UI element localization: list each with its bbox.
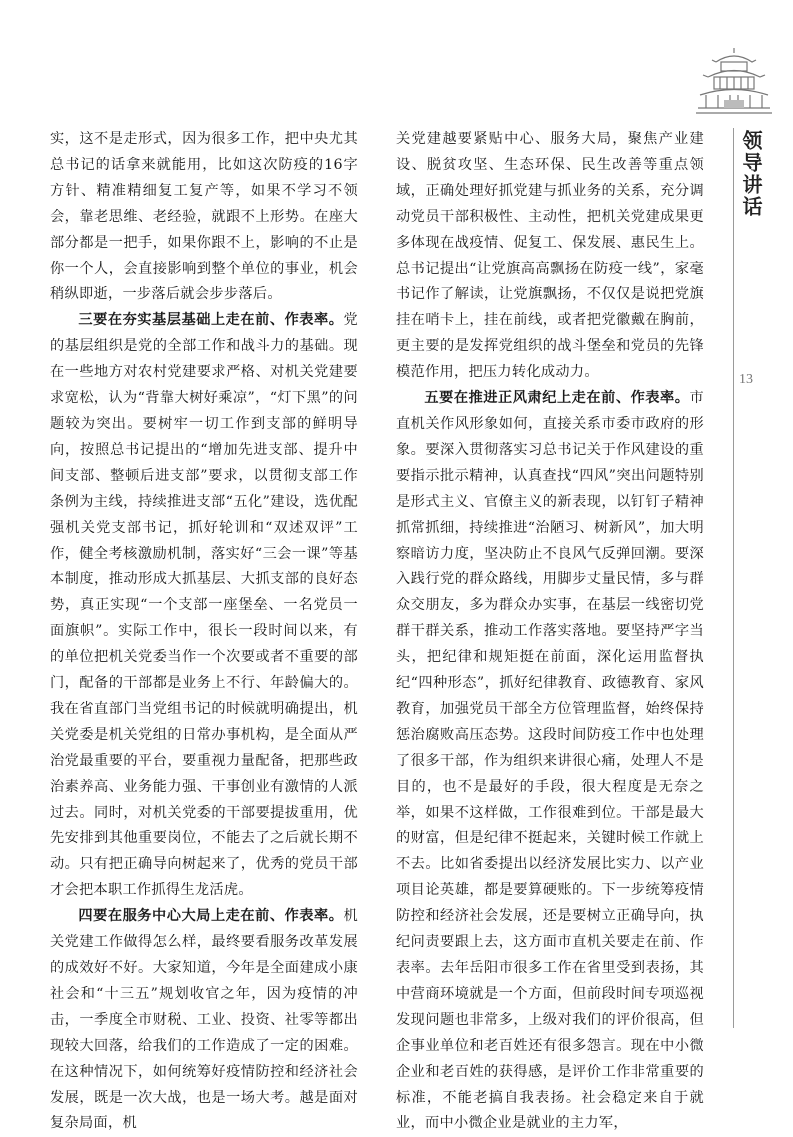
paragraph-text: 市直机关作风形象如何，直接关系市委市政府的形象。要深入贯彻落实习总书记关于作风建设的重要指示批示精神，认真查找“四风”突出问题特别是形式主义、官僚主义的新表现，以钉钉子精神抓常抓细，持续推进“治陋习、树新风”，加大明察暗访力度，坚决防止不良风气反弹回潮。要深入践行党的群众路线，用脚步丈量民情，多与群众交朋友，多为群众办实事，在基层一线密切党群干群关系，推动工作落实落地。要坚持严字当头，把纪律和规矩挺在前面，深化运用监督执纪“四种形态”，抓好纪律教育、政德教育、家风教育，加强党员干部全方位管理监督，始终保持惩治腐败高压态势。这段时间防疫工作中也处理了很多干部，作为组织来讲很心痛，处理人不是目的，也不是最好的手段，很大程度是无奈之举，如果不这样做，工作很难到位。干部是最大的财富，但是纪律不挺起来，关键时候工作就上不去。比如省委提出以经济发展比实力、以产业项目论英雄，都是要算硬账的。下一步统筹疫情防控和经济社会发展，还是要树立正确导向，执纪问责要跟上去，这方面市直机关要走在前、作表率。去年岳阳市很多工作在省里受到表扬，其中营商环境就是一个方面，但前段时间专项巡视发现问题也非常多，上级对我们的评价很高，但企事业单位和老百姓还有很多怨言。现在中小微企业和老百姓的获得感，是评价工作非常重要的标准，不能老搞自我表扬。社会稳定来自于就业，而中小微企业是就业的主力军，	[396, 390, 704, 1132]
right-text-column	[396, 127, 704, 1132]
paragraph	[396, 386, 704, 1137]
paragraph-text: 党的基层组织是党的全部工作和战斗力的基础。现在一些地方对农村党建要求严格、对机关党建要求宽松，认为“背靠大树好乘凉”，“灯下黑”的问题较为突出。要树牢一切工作到支部的鲜明导向，按照总书记提出的“增加先进支部、提升中间支部、整顿后进支部”要求，以贯彻支部工作条例为主线，持续推进支部“五化”建设，选优配强机关党支部书记，抓好轮训和“双述双评”工作，健全考核激励机制，落实好“三会一课”等基本制度，推动形成大抓基层、大抓支部的良好态势，真正实现“一个支部一座堡垒、一名党员一面旗帜”。实际工作中，很长一段时间以来，有的单位把机关党委当作一个次要或者不重要的部门，配备的干部都是业务上不行、年龄偏大的。我在省直部门当党组书记的时候就明确提出，机关党委是机关党组的日常办事机构，是全面从严治党最重要的平台，要重视力量配备，把那些政治素养高、业务能力强、干事创业有激情的人派过去。同时，对机关党委的干部要提拔重用，优先安排到其他重要岗位，不能去了之后就长期不动。只有把正确导向树起来了，优秀的党员干部才会把本职工作抓得生龙活虎。	[50, 312, 358, 899]
paragraph-text: 实，这不是走形式，因为很多工作，把中央尤其总书记的话拿来就能用，比如这次防疫的16字方针、精准精细复工复产等，如果不学习不领会，靠老思维、老经验，就跟不上形势。在座大部分都是一把手，如果你跟不上，影响的不止是你一个人，会直接影响到整个单位的事业，机会稍纵即逝，一步落后就会步步落后。	[50, 131, 358, 303]
paragraph	[50, 904, 358, 1137]
paragraph-heading: 五要在推进正风肃纪上走在前、作表率。	[424, 390, 690, 407]
left-text-column	[50, 127, 358, 1132]
pagoda-emblem-icon	[694, 40, 774, 120]
page-number: 13	[739, 372, 753, 387]
paragraph-text: 关党建越要紧贴中心、服务大局，聚焦产业建设、脱贫攻坚、生态环保、民生改善等重点领域，正确处理好抓党建与抓业务的关系，充分调动党员干部积极性、主动性，把机关党建成果更多体现在战疫情、促复工、保发展、惠民生上。总书记提出“让党旗高高飘扬在防疫一线”，家毫书记作了解读，让党旗飘扬，不仅仅是说把党旗挂在哨卡上，挂在前线，或者把党徽戴在胸前，更主要的是发挥党组织的战斗堡垒和党员的先锋模范作用，把压力转化成动力。	[396, 131, 704, 381]
paragraph-heading: 四要在服务中心大局上走在前、作表率。	[78, 908, 344, 925]
margin-divider	[733, 128, 734, 1028]
paragraph	[50, 308, 358, 904]
section-label: 领导讲话	[739, 130, 763, 218]
paragraph-heading: 三要在夯实基层基础上走在前、作表率。	[78, 312, 344, 329]
paragraph-text: 机关党建工作做得怎么样，最终要看服务改革发展的成效好不好。大家知道，今年是全面建成小康社会和“十三五”规划收官之年，因为疫情的冲击，一季度全市财税、工业、投资、社零等都出现较大回落，给我们的工作造成了一定的困难。在这种情况下，如何统筹好疫情防控和经济社会发展，既是一次大战，也是一场大考。越是面对复杂局面，机	[50, 908, 358, 1132]
paragraph	[50, 127, 358, 308]
paragraph	[396, 127, 704, 386]
